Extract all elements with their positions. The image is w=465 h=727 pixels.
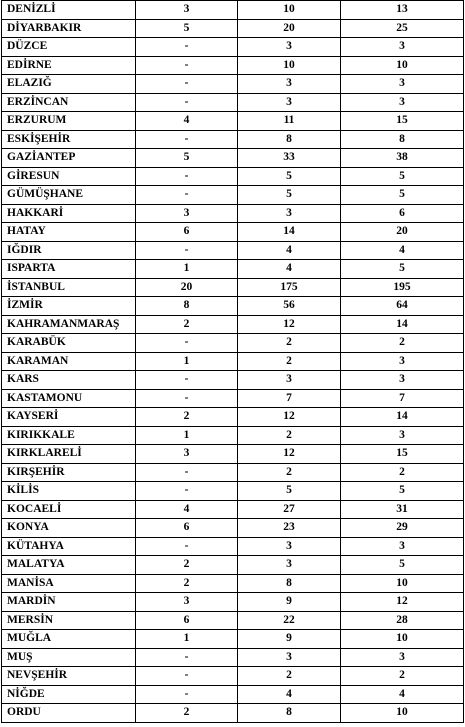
table-row <box>2 463 464 482</box>
total-cell: 8 <box>341 130 464 149</box>
province-name-cell: İSTANBUL <box>2 278 136 297</box>
province-name-cell: ERZİNCAN <box>2 93 136 112</box>
value-a-cell: 4 <box>136 112 238 131</box>
province-name-cell: KIRKLARELİ <box>2 445 136 464</box>
province-name-cell: MANİSA <box>2 574 136 593</box>
table-row <box>2 630 464 649</box>
province-name-cell: NİĞDE <box>2 685 136 704</box>
value-b-cell: 22 <box>238 611 341 630</box>
province-name-cell: NEVŞEHİR <box>2 667 136 686</box>
value-a-cell: - <box>136 75 238 94</box>
province-name-cell: KARAMAN <box>2 352 136 371</box>
value-a-cell: - <box>136 463 238 482</box>
table-row <box>2 593 464 612</box>
table-row <box>2 1 464 20</box>
table-row <box>2 556 464 575</box>
province-name-cell: KÜTAHYA <box>2 537 136 556</box>
value-b-cell: 3 <box>238 537 341 556</box>
table-row <box>2 130 464 149</box>
value-b-cell: 5 <box>238 482 341 501</box>
value-a-cell: 3 <box>136 1 238 20</box>
value-a-cell: - <box>136 648 238 667</box>
value-a-cell: - <box>136 334 238 353</box>
table-row <box>2 260 464 279</box>
value-a-cell: - <box>136 241 238 260</box>
value-b-cell: 4 <box>238 260 341 279</box>
value-a-cell: 20 <box>136 278 238 297</box>
total-cell: 5 <box>341 186 464 205</box>
value-b-cell: 5 <box>238 186 341 205</box>
table-row <box>2 334 464 353</box>
province-name-cell: IĞDIR <box>2 241 136 260</box>
total-cell: 10 <box>341 56 464 75</box>
value-b-cell: 2 <box>238 463 341 482</box>
value-b-cell: 12 <box>238 445 341 464</box>
province-name-cell: ESKİŞEHİR <box>2 130 136 149</box>
table-row <box>2 19 464 38</box>
province-name-cell: MERSİN <box>2 611 136 630</box>
value-b-cell: 23 <box>238 519 341 538</box>
table-row <box>2 667 464 686</box>
value-a-cell: 8 <box>136 297 238 316</box>
value-b-cell: 3 <box>238 204 341 223</box>
table-row <box>2 574 464 593</box>
table-row <box>2 204 464 223</box>
value-a-cell: 1 <box>136 260 238 279</box>
value-a-cell: 3 <box>136 445 238 464</box>
total-cell: 2 <box>341 463 464 482</box>
value-a-cell: 2 <box>136 574 238 593</box>
province-name-cell: EDİRNE <box>2 56 136 75</box>
total-cell: 5 <box>341 556 464 575</box>
value-b-cell: 27 <box>238 500 341 519</box>
table-row <box>2 278 464 297</box>
total-cell: 28 <box>341 611 464 630</box>
value-a-cell: 6 <box>136 223 238 242</box>
value-b-cell: 3 <box>238 648 341 667</box>
total-cell: 25 <box>341 19 464 38</box>
total-cell: 10 <box>341 630 464 649</box>
province-name-cell: KOCAELİ <box>2 500 136 519</box>
province-name-cell: KİLİS <box>2 482 136 501</box>
province-name-cell: GİRESUN <box>2 167 136 186</box>
province-name-cell: KAYSERİ <box>2 408 136 427</box>
total-cell: 2 <box>341 667 464 686</box>
table-row <box>2 93 464 112</box>
table-row <box>2 112 464 131</box>
value-b-cell: 8 <box>238 704 341 723</box>
province-name-cell: MUŞ <box>2 648 136 667</box>
total-cell: 10 <box>341 704 464 723</box>
total-cell: 29 <box>341 519 464 538</box>
value-a-cell: 4 <box>136 500 238 519</box>
table-row <box>2 167 464 186</box>
province-name-cell: HAKKARİ <box>2 204 136 223</box>
table-row <box>2 704 464 723</box>
province-name-cell: ORDU <box>2 704 136 723</box>
value-a-cell: - <box>136 186 238 205</box>
province-name-cell: KASTAMONU <box>2 389 136 408</box>
table-row <box>2 389 464 408</box>
table-row <box>2 482 464 501</box>
table-row <box>2 648 464 667</box>
total-cell: 13 <box>341 1 464 20</box>
value-b-cell: 8 <box>238 574 341 593</box>
value-b-cell: 10 <box>238 56 341 75</box>
value-b-cell: 8 <box>238 130 341 149</box>
value-a-cell: 1 <box>136 352 238 371</box>
value-b-cell: 2 <box>238 334 341 353</box>
value-b-cell: 4 <box>238 685 341 704</box>
table-row <box>2 149 464 168</box>
table-body <box>2 1 464 723</box>
table-row <box>2 56 464 75</box>
value-a-cell: - <box>136 167 238 186</box>
value-b-cell: 9 <box>238 630 341 649</box>
total-cell: 31 <box>341 500 464 519</box>
value-b-cell: 10 <box>238 1 341 20</box>
province-name-cell: MARDİN <box>2 593 136 612</box>
table-row <box>2 371 464 390</box>
total-cell: 3 <box>341 93 464 112</box>
value-b-cell: 20 <box>238 19 341 38</box>
province-name-cell: ERZURUM <box>2 112 136 131</box>
value-a-cell: 2 <box>136 704 238 723</box>
province-name-cell: MUĞLA <box>2 630 136 649</box>
value-a-cell: - <box>136 56 238 75</box>
value-a-cell: 3 <box>136 593 238 612</box>
value-b-cell: 3 <box>238 371 341 390</box>
value-b-cell: 3 <box>238 38 341 57</box>
province-name-cell: KARS <box>2 371 136 390</box>
total-cell: 38 <box>341 149 464 168</box>
total-cell: 4 <box>341 685 464 704</box>
value-b-cell: 14 <box>238 223 341 242</box>
total-cell: 3 <box>341 38 464 57</box>
value-a-cell: - <box>136 38 238 57</box>
province-table <box>1 0 464 723</box>
table-row <box>2 500 464 519</box>
province-name-cell: KARABÜK <box>2 334 136 353</box>
value-a-cell: 1 <box>136 426 238 445</box>
value-b-cell: 2 <box>238 352 341 371</box>
value-b-cell: 4 <box>238 241 341 260</box>
total-cell: 2 <box>341 334 464 353</box>
province-name-cell: ISPARTA <box>2 260 136 279</box>
value-b-cell: 3 <box>238 75 341 94</box>
value-a-cell: 6 <box>136 611 238 630</box>
value-b-cell: 7 <box>238 389 341 408</box>
value-b-cell: 12 <box>238 408 341 427</box>
total-cell: 6 <box>341 204 464 223</box>
province-name-cell: GAZİANTEP <box>2 149 136 168</box>
province-name-cell: GÜMÜŞHANE <box>2 186 136 205</box>
table-row <box>2 241 464 260</box>
value-a-cell: - <box>136 537 238 556</box>
province-name-cell: İZMİR <box>2 297 136 316</box>
table-row <box>2 611 464 630</box>
table-row <box>2 38 464 57</box>
table-row <box>2 408 464 427</box>
province-name-cell: KIRIKKALE <box>2 426 136 445</box>
table-row <box>2 186 464 205</box>
total-cell: 195 <box>341 278 464 297</box>
total-cell: 5 <box>341 167 464 186</box>
value-a-cell: - <box>136 667 238 686</box>
value-a-cell: - <box>136 482 238 501</box>
total-cell: 3 <box>341 352 464 371</box>
total-cell: 10 <box>341 574 464 593</box>
value-b-cell: 56 <box>238 297 341 316</box>
value-a-cell: 2 <box>136 408 238 427</box>
value-b-cell: 5 <box>238 167 341 186</box>
value-b-cell: 33 <box>238 149 341 168</box>
value-b-cell: 3 <box>238 556 341 575</box>
total-cell: 15 <box>341 112 464 131</box>
province-name-cell: HATAY <box>2 223 136 242</box>
total-cell: 14 <box>341 315 464 334</box>
value-a-cell: 1 <box>136 630 238 649</box>
value-b-cell: 12 <box>238 315 341 334</box>
value-a-cell: 5 <box>136 19 238 38</box>
total-cell: 15 <box>341 445 464 464</box>
value-a-cell: - <box>136 685 238 704</box>
value-b-cell: 175 <box>238 278 341 297</box>
total-cell: 3 <box>341 75 464 94</box>
table-row <box>2 223 464 242</box>
total-cell: 3 <box>341 648 464 667</box>
total-cell: 14 <box>341 408 464 427</box>
table-row <box>2 352 464 371</box>
province-name-cell: MALATYA <box>2 556 136 575</box>
province-name-cell: ELAZIĞ <box>2 75 136 94</box>
value-b-cell: 3 <box>238 93 341 112</box>
table-row <box>2 685 464 704</box>
value-a-cell: 2 <box>136 556 238 575</box>
total-cell: 4 <box>341 241 464 260</box>
province-name-cell: KONYA <box>2 519 136 538</box>
value-b-cell: 2 <box>238 426 341 445</box>
table-row <box>2 537 464 556</box>
province-name-cell: DİYARBAKIR <box>2 19 136 38</box>
value-a-cell: - <box>136 371 238 390</box>
total-cell: 12 <box>341 593 464 612</box>
value-a-cell: 3 <box>136 204 238 223</box>
total-cell: 5 <box>341 260 464 279</box>
total-cell: 3 <box>341 426 464 445</box>
value-a-cell: 6 <box>136 519 238 538</box>
total-cell: 3 <box>341 537 464 556</box>
total-cell: 64 <box>341 297 464 316</box>
table-row <box>2 297 464 316</box>
province-name-cell: DENİZLİ <box>2 1 136 20</box>
total-cell: 7 <box>341 389 464 408</box>
table-row <box>2 445 464 464</box>
total-cell: 3 <box>341 371 464 390</box>
value-a-cell: 2 <box>136 315 238 334</box>
total-cell: 20 <box>341 223 464 242</box>
province-name-cell: KIRŞEHİR <box>2 463 136 482</box>
value-b-cell: 11 <box>238 112 341 131</box>
value-a-cell: - <box>136 93 238 112</box>
value-a-cell: 5 <box>136 149 238 168</box>
province-name-cell: DÜZCE <box>2 38 136 57</box>
total-cell: 5 <box>341 482 464 501</box>
table-row <box>2 75 464 94</box>
province-name-cell: KAHRAMANMARAŞ <box>2 315 136 334</box>
value-b-cell: 9 <box>238 593 341 612</box>
value-a-cell: - <box>136 389 238 408</box>
table-row <box>2 426 464 445</box>
value-a-cell: - <box>136 130 238 149</box>
value-b-cell: 2 <box>238 667 341 686</box>
table-row <box>2 315 464 334</box>
table-row <box>2 519 464 538</box>
